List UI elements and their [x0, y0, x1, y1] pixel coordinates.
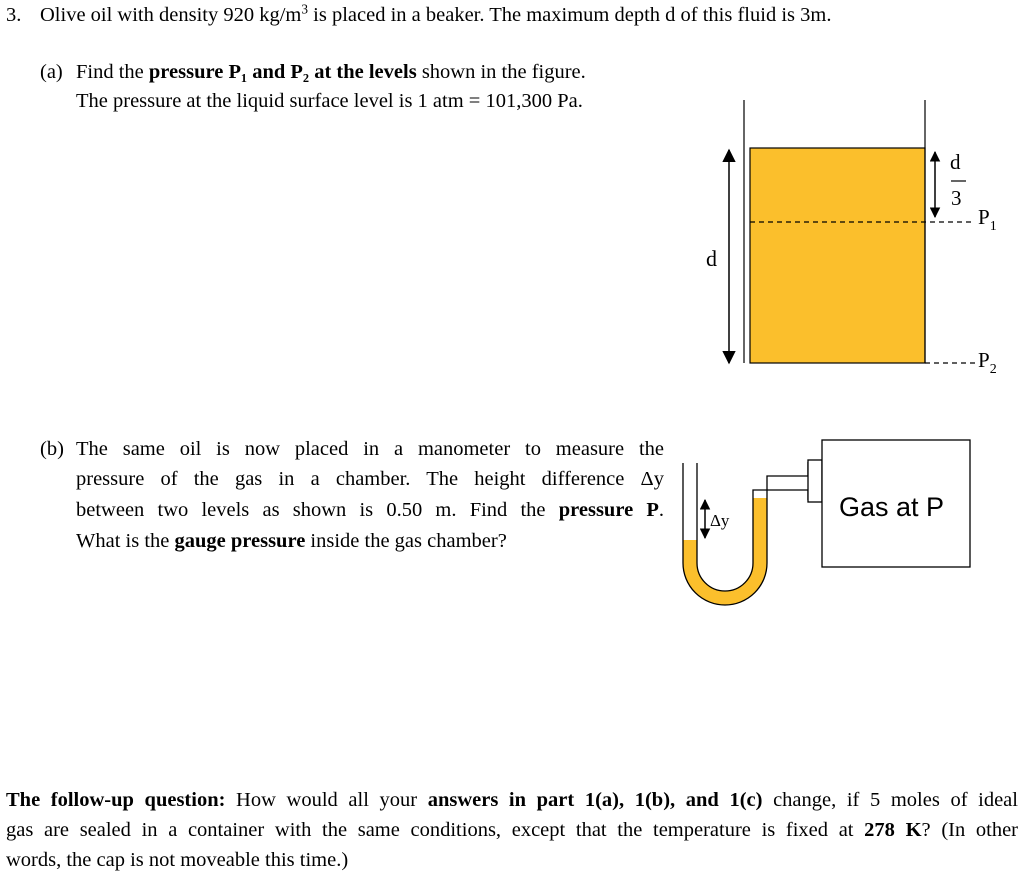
p1-label: $P_1$	[978, 205, 997, 234]
follow-up-line-3: words, the cap is not moveable this time.)	[6, 849, 349, 871]
depth-label: d	[706, 246, 717, 271]
part-b-label: (b)	[40, 438, 64, 460]
problem-statement: Olive oil with density 920 $kg/m^3$ is placed in a beaker. The maximum depth d of this fluid is 3m.	[40, 1, 832, 26]
part-b-line-1: The same oil is now placed in a manometer to measure the	[76, 438, 664, 460]
follow-up-line-2: gas are sealed in a container with the same conditions, except that the temperature is fixed at 278 K? (In other	[6, 819, 1019, 841]
p2-label: $P_2$	[978, 348, 997, 377]
part-b-line-4: What is the gauge pressure inside the gas chamber?	[76, 530, 507, 552]
part-a-question: Find the pressure P₁ and P₂ at the levels shown in the figure.	[76, 61, 586, 83]
fraction-numerator: d	[950, 150, 961, 174]
follow-up-line-1: The follow-up question: How would all your answers in part 1(a), 1(b), and 1(c) change, if 5 moles of ideal	[6, 789, 1018, 811]
part-b-line-2: pressure of the gas in a chamber. The height difference Δy	[76, 468, 664, 490]
connecting-pipe	[753, 462, 808, 500]
gas-chamber-label: Gas at P	[839, 492, 945, 522]
part-a-given: The pressure at the liquid surface level is 1 atm = 101,300 Pa.	[76, 90, 583, 112]
delta-y-label: Δy	[710, 511, 730, 530]
problem-number: 3.	[6, 4, 22, 26]
fraction-denominator: 3	[951, 186, 962, 210]
part-b-line-3: between two levels as shown is 0.50 m. Find the pressure P.	[76, 499, 665, 521]
pipe-flange	[808, 460, 822, 502]
part-a-label: (a)	[40, 61, 63, 83]
